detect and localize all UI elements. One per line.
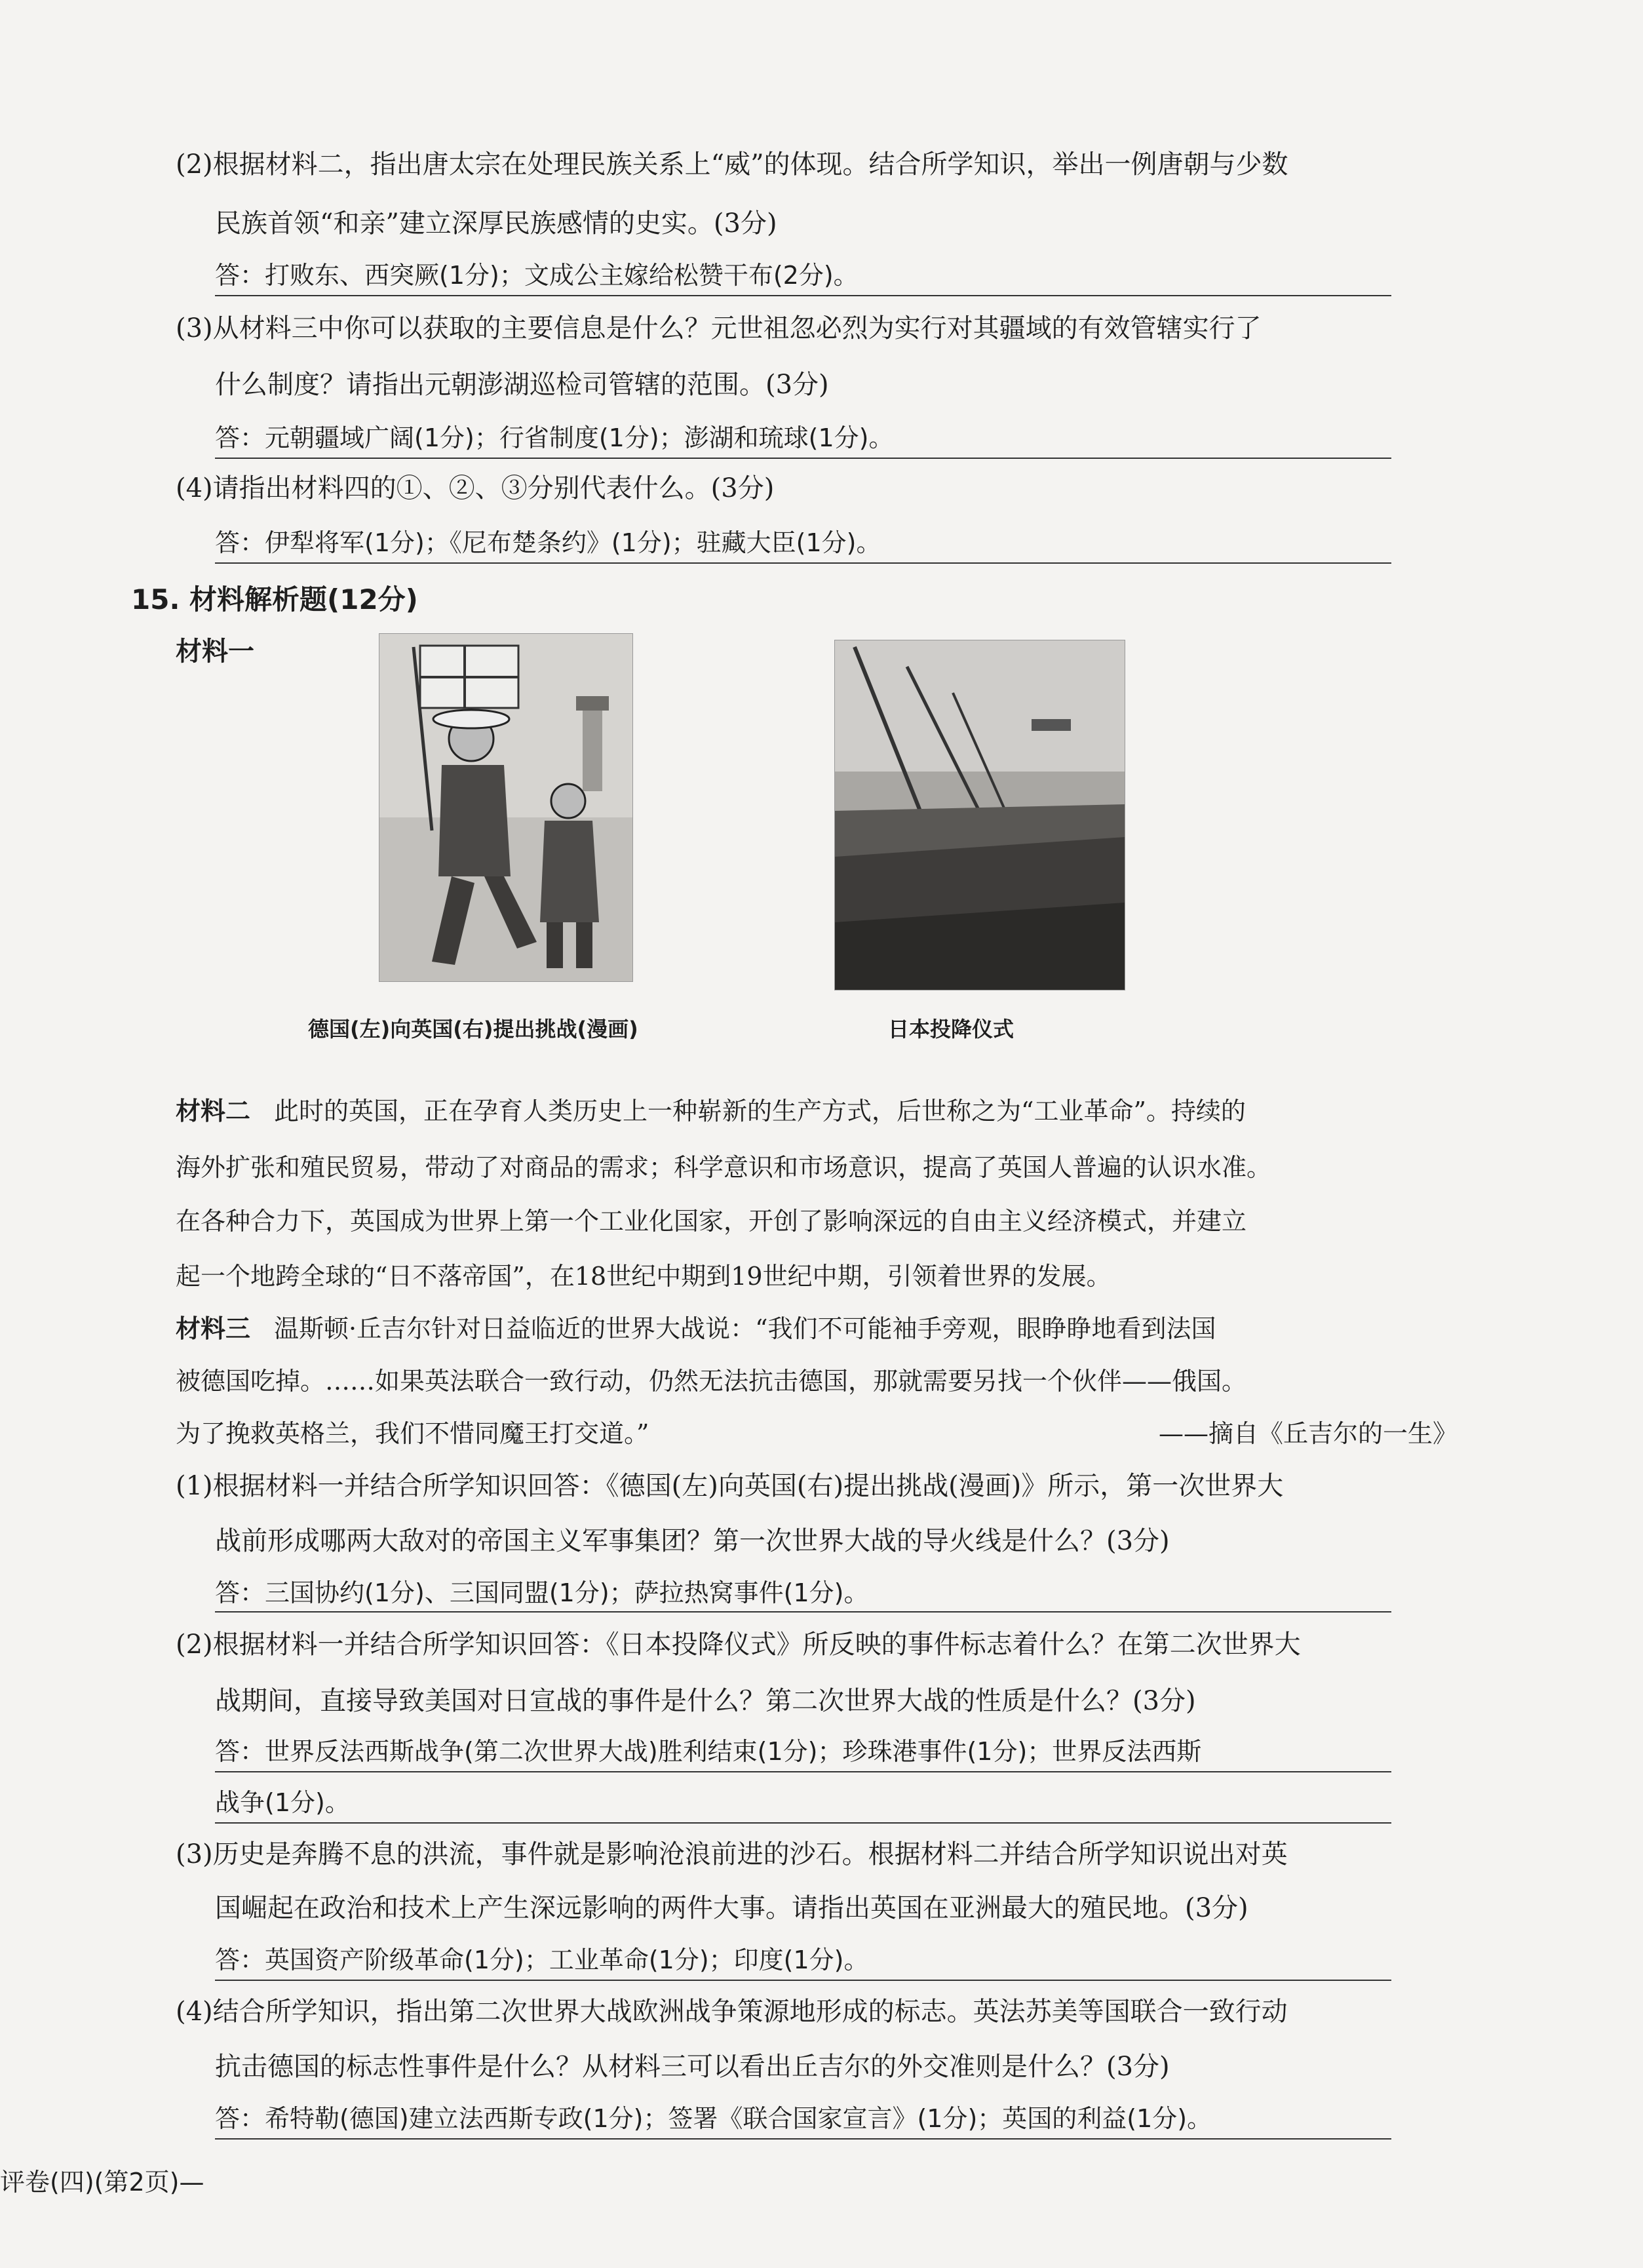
material-3-label: 材料三 xyxy=(176,1314,251,1343)
question-15-heading: 15. 材料解析题(12分) xyxy=(131,583,418,616)
answer-line xyxy=(215,562,1391,564)
answer-15-2-line2: 战争(1分)。 xyxy=(215,1788,350,1817)
material-3-text: 温斯顿·丘吉尔针对日益临近的世界大战说：“我们不可能袖手旁观，眼睁睁地看到法国 xyxy=(274,1314,1216,1343)
question-14-2-line2: 民族首领“和亲”建立深厚民族感情的史实。(3分) xyxy=(215,208,777,239)
material-2-text: 此时的英国，正在孕育人类历史上一种崭新的生产方式，后世称之为“工业革命”。持续的 xyxy=(274,1097,1246,1125)
answer-line xyxy=(215,1980,1391,1981)
caption-left: 德国(左)向英国(右)提出挑战(漫画) xyxy=(308,1017,638,1042)
material-3-line1 xyxy=(176,1314,1216,1344)
material-2-line3: 在各种合力下，英国成为世界上第一个工业化国家，开创了影响深远的自由主义经济模式，并建立 xyxy=(176,1207,1247,1236)
material-2-label: 材料二 xyxy=(176,1097,251,1125)
answer-line xyxy=(215,2138,1391,2140)
answer-15-4: 答：希特勒(德国)建立法西斯专政(1分)；签署《联合国家宣言》(1分)；英国的利益(1分)。 xyxy=(215,2104,1212,2133)
question-14-3-line1: (3)从材料三中你可以获取的主要信息是什么？元世祖忽必烈为实行对其疆域的有效管辖实行了 xyxy=(176,313,1262,343)
page-footer: 评卷(四)(第2页)— xyxy=(0,2168,204,2197)
answer-15-3: 答：英国资产阶级革命(1分)；工业革命(1分)；印度(1分)。 xyxy=(215,1945,869,1974)
question-15-2-line2: 战期间，直接导致美国对日宣战的事件是什么？第二次世界大战的性质是什么？(3分) xyxy=(215,1686,1196,1716)
answer-15-1: 答：三国协约(1分)、三国同盟(1分)；萨拉热窝事件(1分)。 xyxy=(215,1578,869,1607)
answer-line xyxy=(215,295,1391,296)
answer-15-2-line1: 答：世界反法西斯战争(第二次世界大战)胜利结束(1分)；珍珠港事件(1分)；世界反法西斯 xyxy=(215,1737,1202,1766)
cartoon-illustration xyxy=(379,634,632,981)
answer-line xyxy=(215,1611,1391,1613)
material-3-line3: 为了挽救英格兰，我们不惜同魔王打交道。” xyxy=(176,1419,649,1448)
material-3-source: ——摘自《丘吉尔的一生》 xyxy=(1159,1419,1458,1448)
question-15-3-line2: 国崛起在政治和技术上产生深远影响的两件大事。请指出英国在亚洲最大的殖民地。(3分) xyxy=(215,1893,1248,1923)
material-2-line4: 起一个地跨全球的“日不落帝国”，在18世纪中期到19世纪中期，引领着世界的发展。 xyxy=(176,1262,1111,1291)
surrender-ceremony-photo xyxy=(835,640,1125,990)
question-14-4: (4)请指出材料四的①、②、③分别代表什么。(3分) xyxy=(176,473,775,503)
question-14-3-line2: 什么制度？请指出元朝澎湖巡检司管辖的范围。(3分) xyxy=(215,370,829,400)
answer-line xyxy=(215,1771,1391,1772)
answer-14-3: 答：元朝疆域广阔(1分)；行省制度(1分)；澎湖和琉球(1分)。 xyxy=(215,423,894,452)
answer-14-2: 答：打败东、西突厥(1分)；文成公主嫁给松赞干布(2分)。 xyxy=(215,261,859,290)
material-2-line2: 海外扩张和殖民贸易，带动了对商品的需求；科学意识和市场意识，提高了英国人普遍的认识水准。 xyxy=(176,1153,1272,1182)
answer-line xyxy=(215,1822,1391,1824)
question-15-2-line1: (2)根据材料一并结合所学知识回答：《日本投降仪式》所反映的事件标志着什么？在第二次世界大 xyxy=(176,1630,1301,1660)
material-1-label: 材料一 xyxy=(176,636,254,667)
question-15-4-line1: (4)结合所学知识，指出第二次世界大战欧洲战争策源地形成的标志。英法苏美等国联合一致行动 xyxy=(176,1997,1288,2027)
cartoon-germany-britain-image xyxy=(379,633,633,982)
question-15-1-line1: (1)根据材料一并结合所学知识回答：《德国(左)向英国(右)提出挑战(漫画)》所示，第一次世界大 xyxy=(176,1471,1284,1501)
material-2-line1 xyxy=(176,1096,1246,1126)
question-14-2-line1: (2)根据材料二，指出唐太宗在处理民族关系上“威”的体现。结合所学知识，举出一例唐朝与少数 xyxy=(176,149,1288,180)
japan-surrender-ceremony-image xyxy=(834,640,1125,990)
answer-line xyxy=(215,458,1391,459)
caption-right: 日本投降仪式 xyxy=(888,1017,1015,1042)
question-15-4-line2: 抗击德国的标志性事件是什么？从材料三可以看出丘吉尔的外交准则是什么？(3分) xyxy=(215,2052,1170,2082)
material-3-line2: 被德国吃掉。……如果英法联合一致行动，仍然无法抗击德国，那就需要另找一个伙伴——俄国。 xyxy=(176,1367,1247,1396)
question-15-1-line2: 战前形成哪两大敌对的帝国主义军事集团？第一次世界大战的导火线是什么？(3分) xyxy=(215,1526,1170,1556)
question-15-3-line1: (3)历史是奔腾不息的洪流，事件就是影响沧浪前进的沙石。根据材料二并结合所学知识说出对英 xyxy=(176,1839,1288,1869)
answer-14-4: 答：伊犁将军(1分)；《尼布楚条约》(1分)；驻藏大臣(1分)。 xyxy=(215,528,881,557)
